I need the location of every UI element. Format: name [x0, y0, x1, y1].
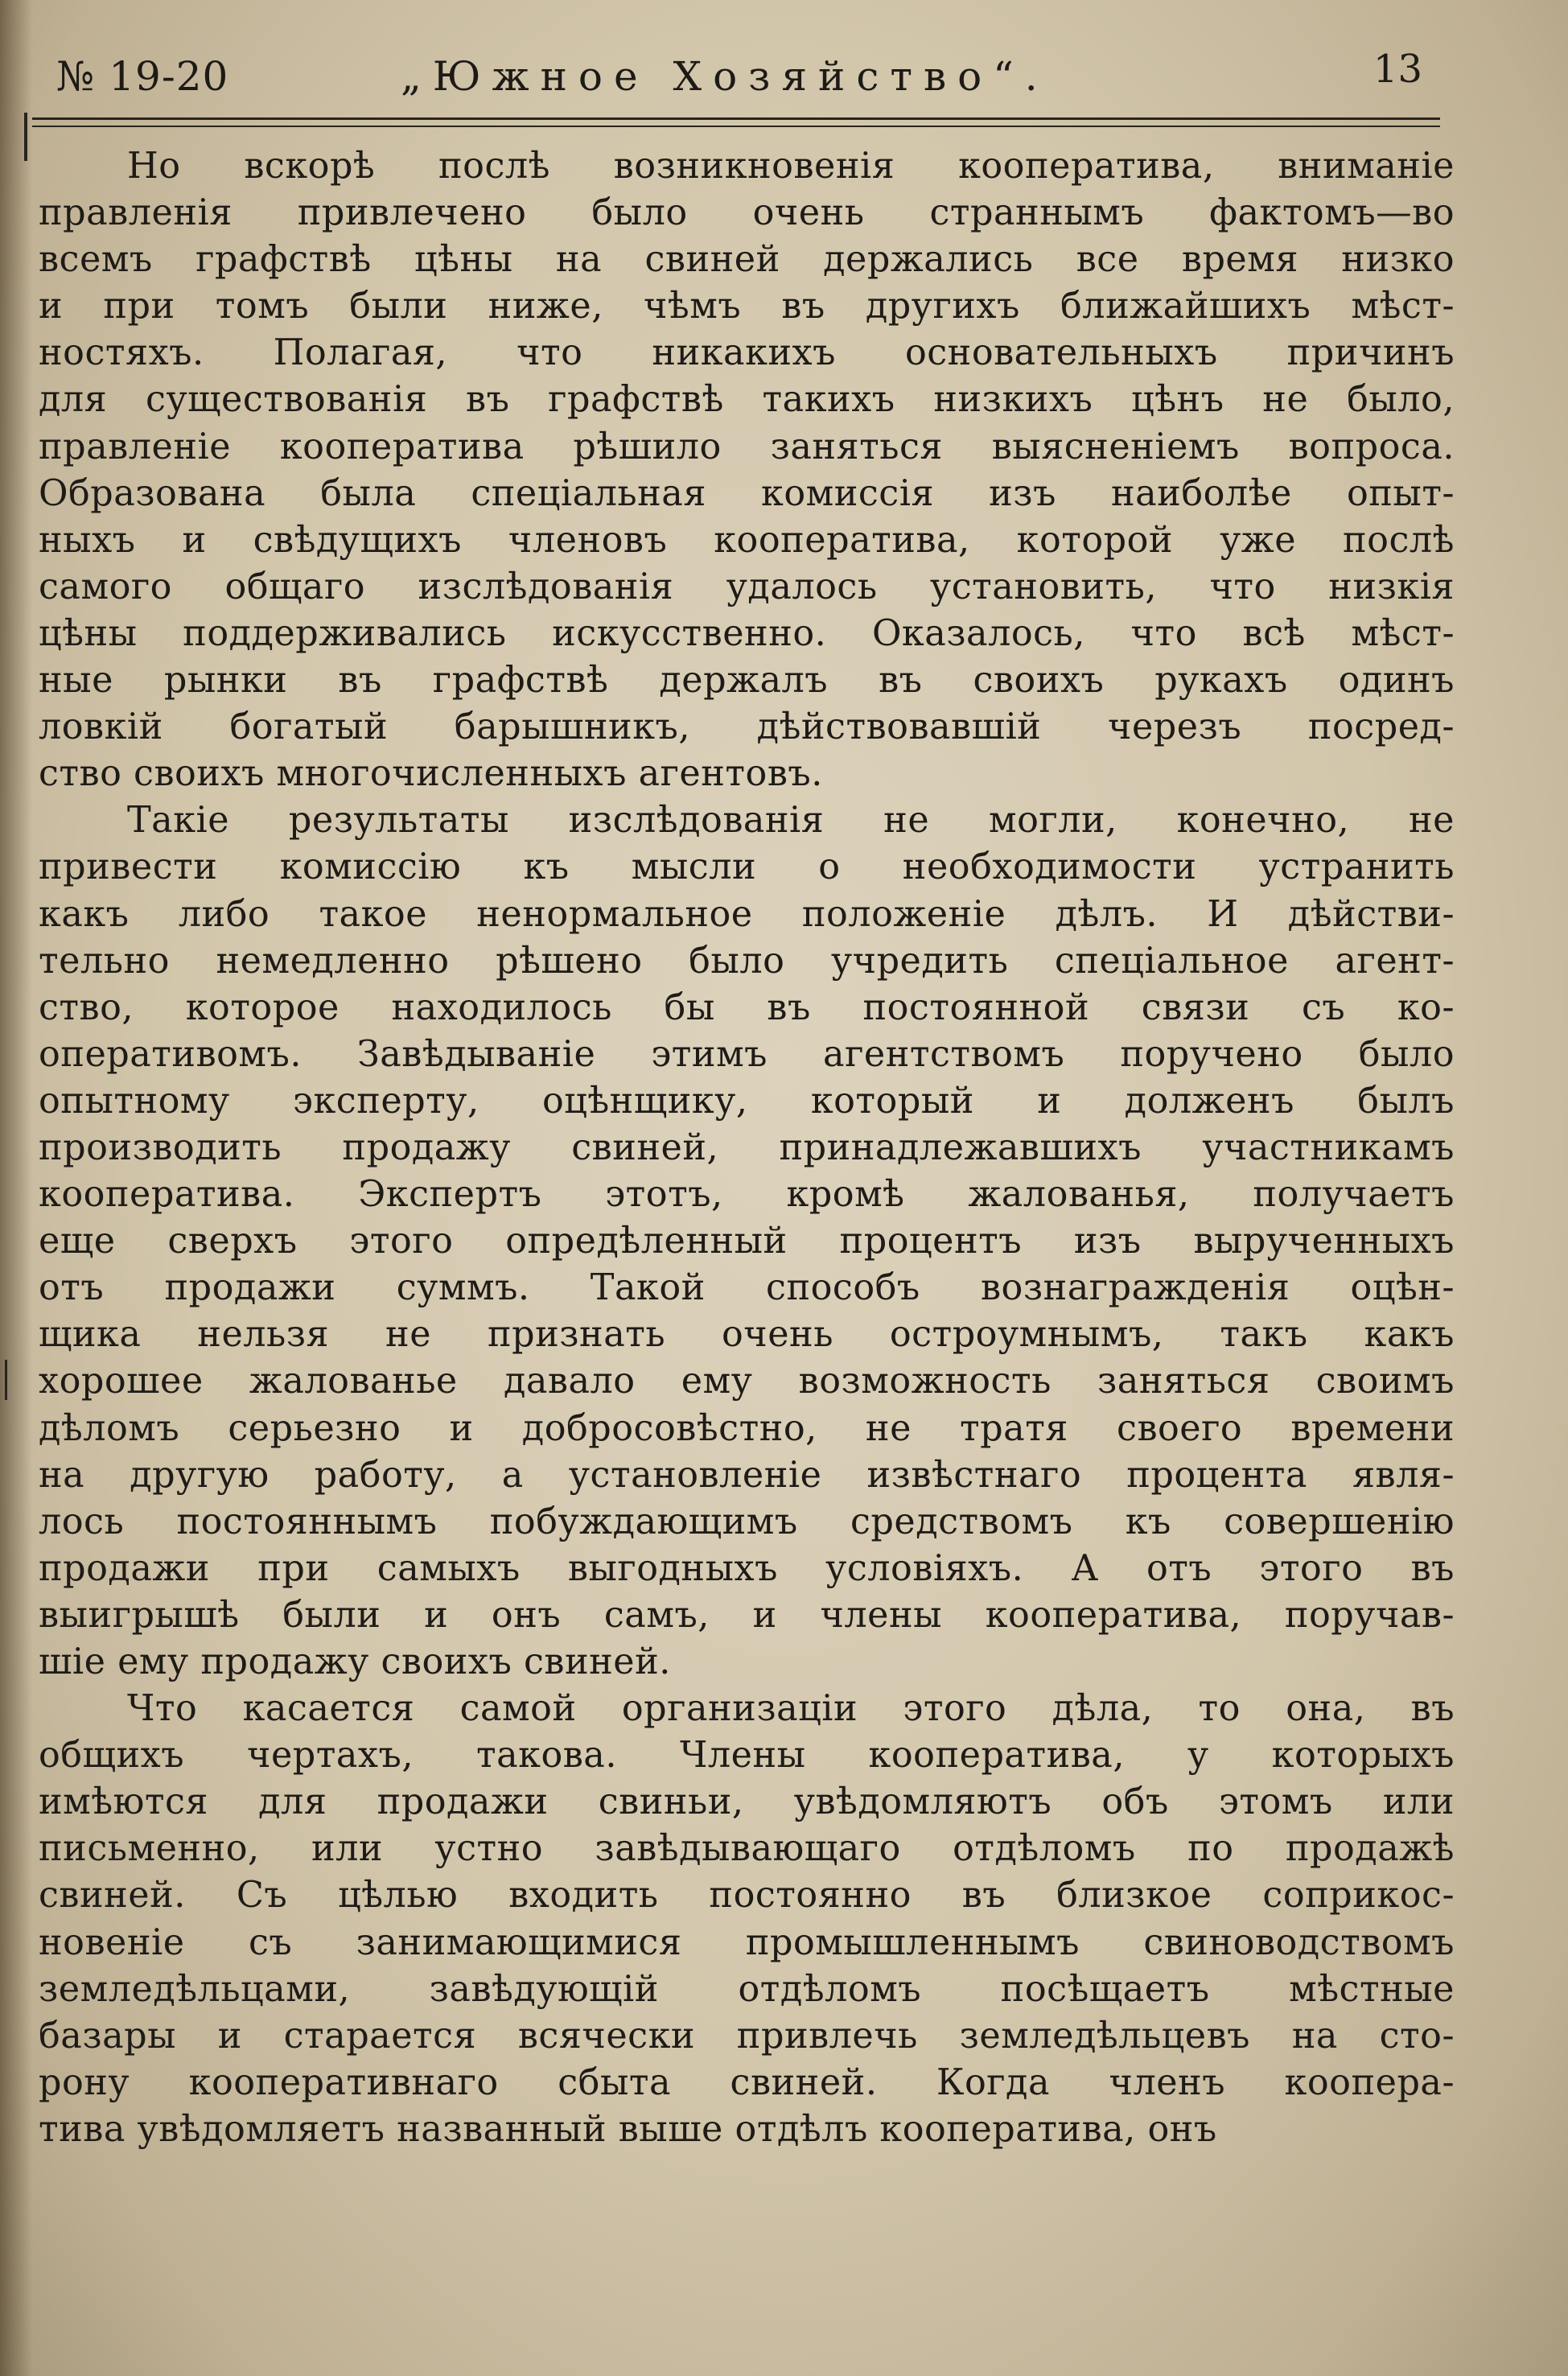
text-line: выигрышѣ были и онъ самъ, и члены кооператива, поручав-: [39, 1594, 1455, 1636]
text-line: какъ либо такое ненормальное положеніе дѣлъ. И дѣйстви-: [39, 893, 1455, 935]
text-line: Что касается самой организаціи этого дѣла, то она, въ: [127, 1688, 1455, 1730]
page-number: 13: [1373, 47, 1422, 92]
running-header: [47, 47, 1438, 114]
text-line: земледѣльцами, завѣдующій отдѣломъ посѣщаетъ мѣстные: [39, 1968, 1455, 2010]
margin-mark: [5, 1360, 7, 1400]
text-line: ностяхъ. Полагая, что никакихъ основательныхъ причинъ: [39, 332, 1455, 374]
text-line: щика нельзя не признать очень остроумнымъ, такъ какъ: [39, 1314, 1455, 1356]
text-line: ловкій богатый барышникъ, дѣйствовавшій черезъ посред-: [39, 706, 1455, 748]
text-line: производить продажу свиней, принадлежавшихъ участникамъ: [39, 1126, 1455, 1168]
text-line: для существованія въ графствѣ такихъ низкихъ цѣнъ не было,: [39, 379, 1455, 421]
text-line: хорошее жалованье давало ему возможность заняться своимъ: [39, 1361, 1455, 1402]
text-line: тива увѣдомляетъ названный выше отдѣлъ кооператива, онъ: [39, 2108, 1217, 2150]
journal-title: „Южное Хозяйство“.: [401, 53, 1049, 100]
text-line: оперативомъ. Завѣдываніе этимъ агентствомъ поручено было: [39, 1033, 1455, 1075]
text-line: самого общаго изслѣдованія удалось установить, что низкія: [39, 566, 1455, 607]
text-line: имѣются для продажи свиньи, увѣдомляютъ объ этомъ или: [39, 1781, 1455, 1823]
paragraph: [39, 143, 1455, 797]
paragraph: [39, 1686, 1455, 2153]
page-edge-shadow: [0, 0, 32, 2376]
text-line: Такіе результаты изслѣдованія не могли, конечно, не: [127, 800, 1455, 842]
text-line: на другую работу, а установленіе извѣстнаго процента явля-: [39, 1454, 1455, 1496]
text-line: новеніе съ занимающимися промышленнымъ свиноводствомъ: [39, 1921, 1455, 1963]
text-line: Но вскорѣ послѣ возникновенія кооператива, вниманіе: [127, 146, 1455, 187]
text-line: лось постояннымъ побуждающимъ средствомъ къ совершенію: [39, 1501, 1455, 1542]
paragraph: [39, 797, 1455, 1686]
text-line: и при томъ были ниже, чѣмъ въ другихъ ближайшихъ мѣст-: [39, 286, 1455, 327]
issue-number: № 19-20: [56, 53, 229, 100]
text-line: правленія привлечено было очень страннымъ фактомъ—во: [39, 192, 1455, 234]
text-line: ныхъ и свѣдущихъ членовъ кооператива, которой уже послѣ: [39, 519, 1455, 561]
text-line: базары и старается всячески привлечь земледѣльцевъ на сто-: [39, 2015, 1455, 2057]
text-line: ство своихъ многочисленныхъ агентовъ.: [39, 753, 823, 795]
text-line: Образована была спеціальная комиссія изъ наиболѣе опыт-: [39, 472, 1455, 514]
text-line: продажи при самыхъ выгодныхъ условіяхъ. А отъ этого въ: [39, 1547, 1455, 1589]
text-line: всемъ графствѣ цѣны на свиней держались все время низко: [39, 239, 1455, 281]
margin-mark: [24, 113, 27, 161]
text-line: ные рынки въ графствѣ держалъ въ своихъ рукахъ одинъ: [39, 660, 1455, 702]
text-line: тельно немедленно рѣшено было учредить спеціальное агент-: [39, 940, 1455, 982]
text-line: еще сверхъ этого опредѣленный процентъ изъ вырученныхъ: [39, 1221, 1455, 1262]
text-line: общихъ чертахъ, такова. Члены кооператива, у которыхъ: [39, 1735, 1455, 1777]
text-line: ство, которое находилось бы въ постоянной связи съ ко-: [39, 986, 1455, 1028]
text-line: дѣломъ серьезно и добросовѣстно, не тратя своего времени: [39, 1407, 1455, 1449]
text-line: правленіе кооператива рѣшило заняться выясненіемъ вопроса.: [39, 426, 1455, 467]
text-line: шіе ему продажу своихъ свиней.: [39, 1641, 671, 1682]
header-rule-bottom: [32, 126, 1440, 127]
text-line: рону кооперативнаго сбыта свиней. Когда членъ коопера-: [39, 2061, 1455, 2103]
text-line: опытному эксперту, оцѣнщику, который и долженъ былъ: [39, 1080, 1455, 1122]
header-rule-top: [32, 117, 1440, 120]
text-line: привести комиссію къ мысли о необходимости устранить: [39, 846, 1455, 888]
text-line: отъ продажи суммъ. Такой способъ вознагражденія оцѣн-: [39, 1267, 1455, 1309]
text-line: кооператива. Экспертъ этотъ, кромѣ жалованья, получаетъ: [39, 1174, 1455, 1216]
text-line: цѣны поддерживались искусственно. Оказалось, что всѣ мѣст-: [39, 612, 1455, 654]
text-line: письменно, или устно завѣдывающаго отдѣломъ по продажѣ: [39, 1828, 1455, 1870]
article-body: [39, 143, 1455, 2153]
text-line: свиней. Съ цѣлью входить постоянно въ близкое соприкос-: [39, 1875, 1455, 1917]
